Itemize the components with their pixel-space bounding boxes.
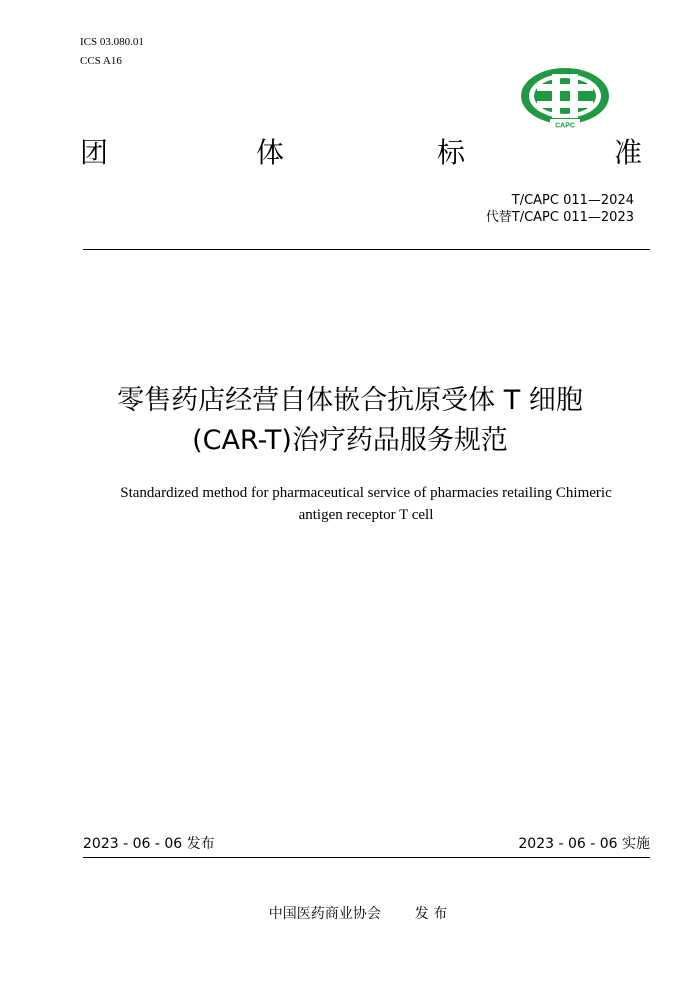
header-divider [83,249,650,250]
publish-action: 发 布 [414,906,448,922]
publisher-name: 中国医药商业协会 [268,906,381,922]
logo-text: CAPC [555,122,575,130]
doc-type-char: 体 [256,136,285,169]
issue-date: 2023 - 06 - 06 发布 [83,836,215,852]
capc-logo-icon [517,66,613,132]
footer-divider [83,857,650,858]
ccs-code: CCS A16 [80,55,122,67]
ics-code: ICS 03.080.01 [80,36,144,48]
doc-type-char: 准 [614,136,643,169]
publisher-line [0,904,700,924]
en-title-line-2: antigen receptor T cell [298,507,434,523]
implementation-date: 2023 - 06 - 06 实施 [518,836,650,852]
standard-code: T/CAPC 011—2024 [511,193,634,208]
doc-type-char: 团 [80,136,109,169]
cn-title-line-2: (CAR-T)治疗药品服务规范 [192,425,508,456]
en-title-line-1: Standardized method for pharmaceutical service of pharmacies retailing Chimeric [120,485,612,501]
cn-title-line-1: 零售药店经营自体嵌合抗原受体 T 细胞 [117,385,583,416]
replaces-code: 代替T/CAPC 011—2023 [485,210,634,225]
doc-type-char: 标 [437,136,466,169]
